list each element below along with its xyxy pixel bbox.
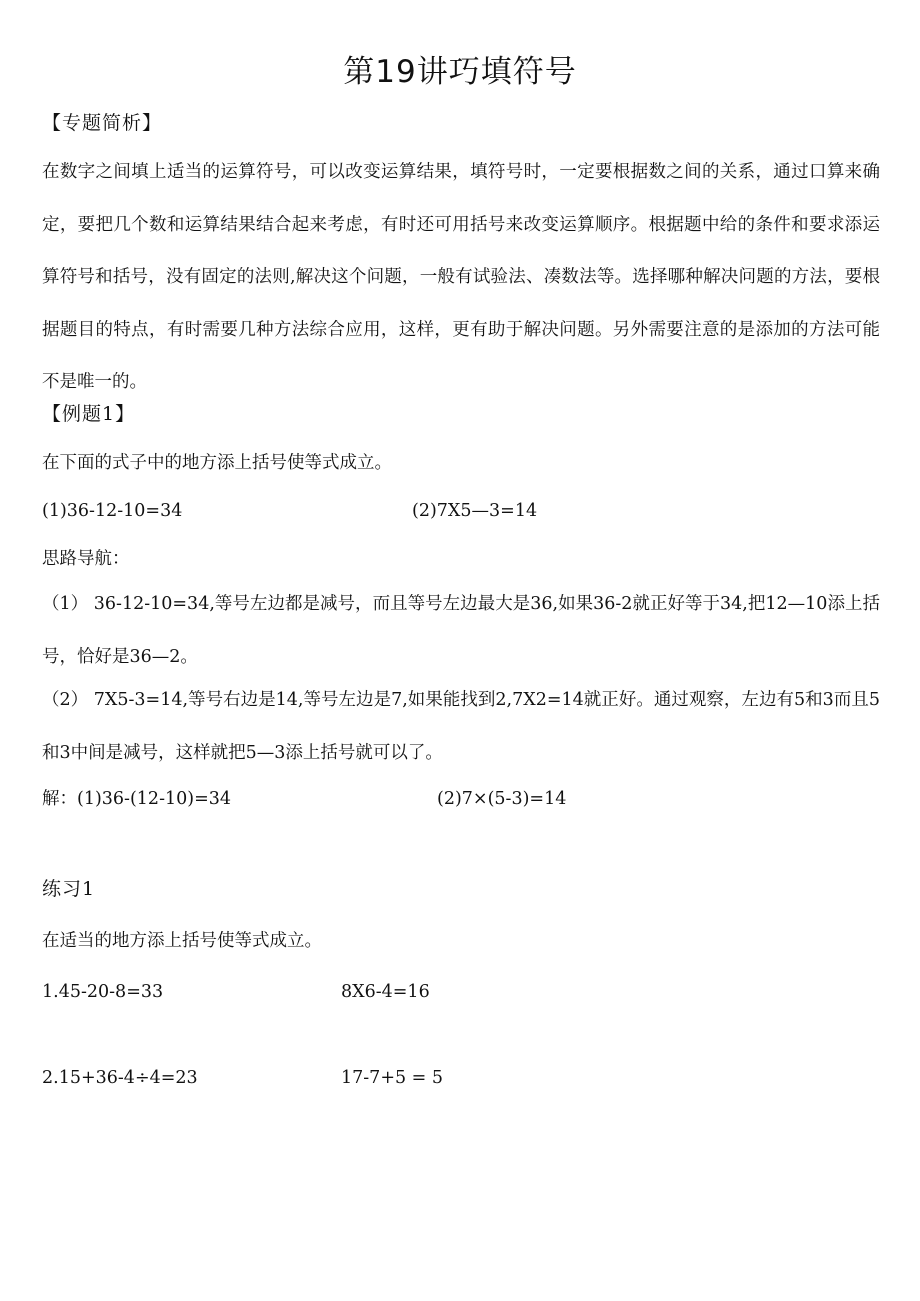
guide-label: 思路导航： (42, 549, 130, 569)
example-instruction: 在下面的式子中的地方添上括号使等式成立。 (42, 453, 392, 473)
practice-row-2 (42, 1065, 880, 1091)
example-problem-2: (2)7X5—3=14 (412, 501, 538, 521)
guide-paragraph-1: （1） 36-12-10=34,等号左边都是减号，而且等号左边最大是36,如果36-2就正好等于34,把12—10添上括号，恰好是36—2。 (42, 594, 880, 667)
example-heading: 【例题1】 (42, 403, 136, 425)
practice-item-1-left: 1.45-20-8=33 (42, 982, 164, 1002)
practice-heading: 练习1 (42, 878, 96, 900)
practice-row-1 (42, 979, 880, 1005)
example-problem-1: (1)36-12-10=34 (42, 501, 183, 521)
solution-1: 解：(1)36-(12-10)=34 (42, 789, 232, 809)
practice-item-1-right: 8X6-4=16 (341, 982, 430, 1002)
section-heading: 【专题简析】 (42, 112, 163, 134)
example-problems-row (42, 498, 880, 524)
solution-row (42, 786, 880, 812)
practice-instruction: 在适当的地方添上括号使等式成立。 (42, 931, 322, 951)
practice-item-2-left: 2.15+36-4÷4=23 (42, 1068, 198, 1088)
practice-item-2-right: 17-7+5 = 5 (341, 1068, 444, 1088)
solution-2: (2)7×(5-3)=14 (437, 789, 567, 809)
guide-paragraph-2: （2） 7X5-3=14,等号右边是14,等号左边是7,如果能找到2,7X2=14就正好。通过观察，左边有5和3而且5和3中间是减号，这样就把5—3添上括号就可以了。 (42, 690, 880, 763)
page-title: 第19讲巧填符号 (343, 54, 577, 90)
intro-paragraph: 在数字之间填上适当的运算符号，可以改变运算结果，填符号时，一定要根据数之间的关系，通过口算来确定，要把几个数和运算结果结合起来考虑，有时还可用括号来改变运算顺序。根据题中给的条件和要求添运算符号和括号，没有固定的法则,解决这个问题，一般有试验法、凑数法等。选择哪种解决问题的方法，要根据题目的特点，有时需要几种方法综合应用，这样，更有助于解决问题。另外需要注意的是添加的方法可能不是唯一的。 (42, 162, 880, 392)
